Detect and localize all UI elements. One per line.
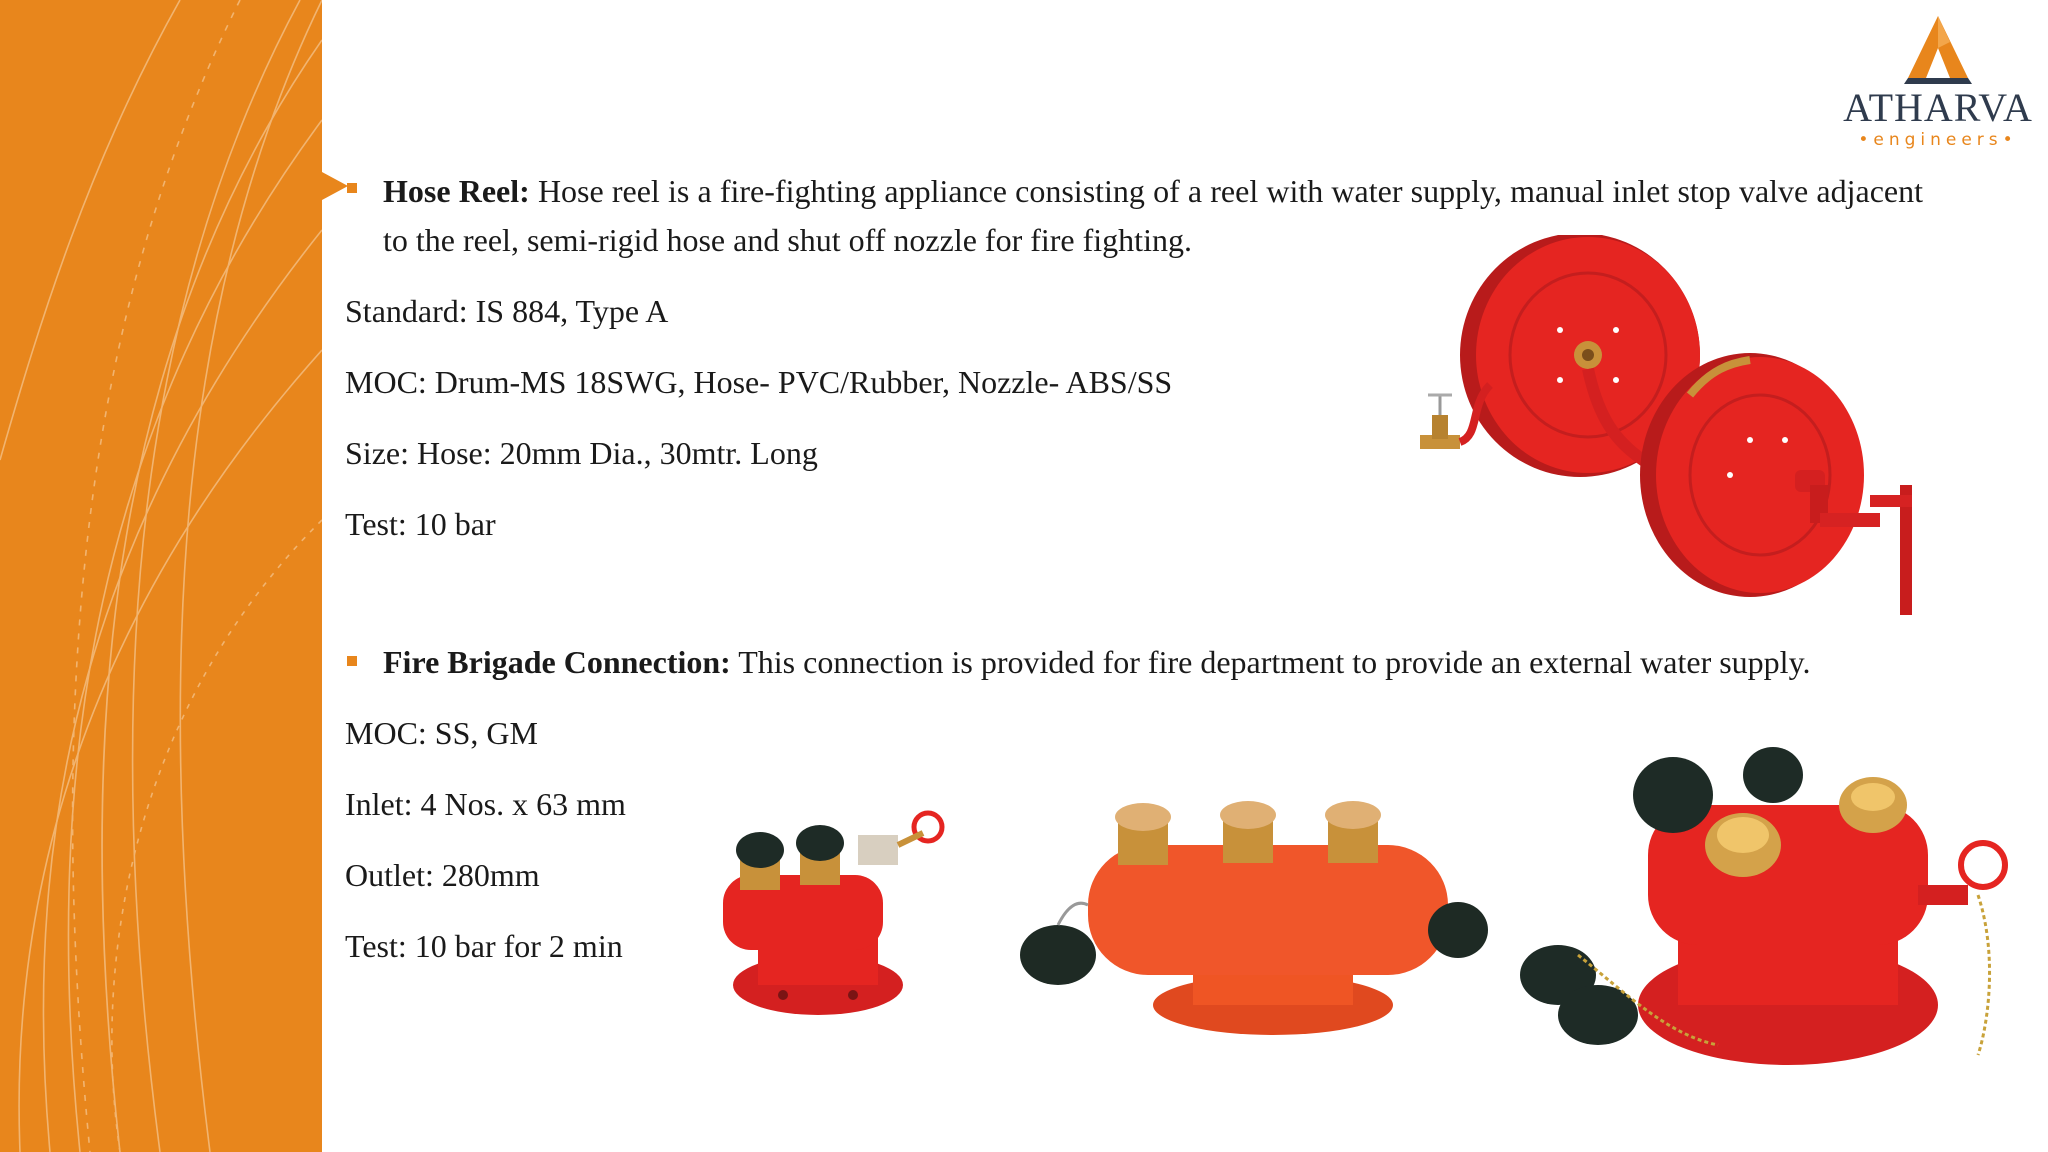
fire-brigade-heading: Fire Brigade Connection:	[383, 644, 731, 680]
hose-reel-spec-test: Test: 10 bar	[345, 506, 496, 542]
atharva-logo	[1838, 14, 2038, 154]
decorative-side-band	[0, 0, 322, 1152]
fire-brigade-spec-inlet: Inlet: 4 Nos. x 63 mm	[345, 786, 626, 822]
four-way-inlet-image	[1518, 735, 2018, 1075]
fire-brigade-spec-test: Test: 10 bar for 2 min	[345, 928, 623, 964]
hose-reel-spec-standard: Standard: IS 884, Type A	[345, 293, 669, 329]
hose-reel-product-image	[1410, 235, 1950, 625]
two-way-inlet-image	[718, 805, 968, 1025]
fire-brigade-description: This connection is provided for fire department to provide an external water supply.	[730, 644, 1811, 680]
hose-reel-description: Hose reel is a fire-fighting appliance consisting of a reel with water supply, manual inlet stop valve adjacent to the reel, semi-rigid hose and shut off nozzle for fire fighting.	[383, 173, 1924, 258]
slide-pointer-arrow	[322, 172, 348, 200]
logo-wordmark: ATHARVA	[1843, 85, 2033, 130]
hose-reel-heading: Hose Reel:	[383, 173, 530, 209]
logo-mountain-icon	[1838, 14, 2038, 84]
bullet-square	[347, 183, 357, 193]
fire-brigade-paragraph	[383, 638, 1963, 687]
hose-reel-spec-size: Size: Hose: 20mm Dia., 30mtr. Long	[345, 435, 818, 471]
decorative-arc-lines	[0, 0, 322, 1152]
three-way-inlet-image	[1018, 795, 1488, 1035]
fire-brigade-spec-moc: MOC: SS, GM	[345, 715, 538, 751]
logo-tagline: •engineers•	[1858, 130, 2018, 150]
hose-reel-spec-moc: MOC: Drum-MS 18SWG, Hose- PVC/Rubber, Nozzle- ABS/SS	[345, 364, 1173, 400]
bullet-square	[347, 656, 357, 666]
fire-brigade-spec-outlet: Outlet: 280mm	[345, 857, 540, 893]
